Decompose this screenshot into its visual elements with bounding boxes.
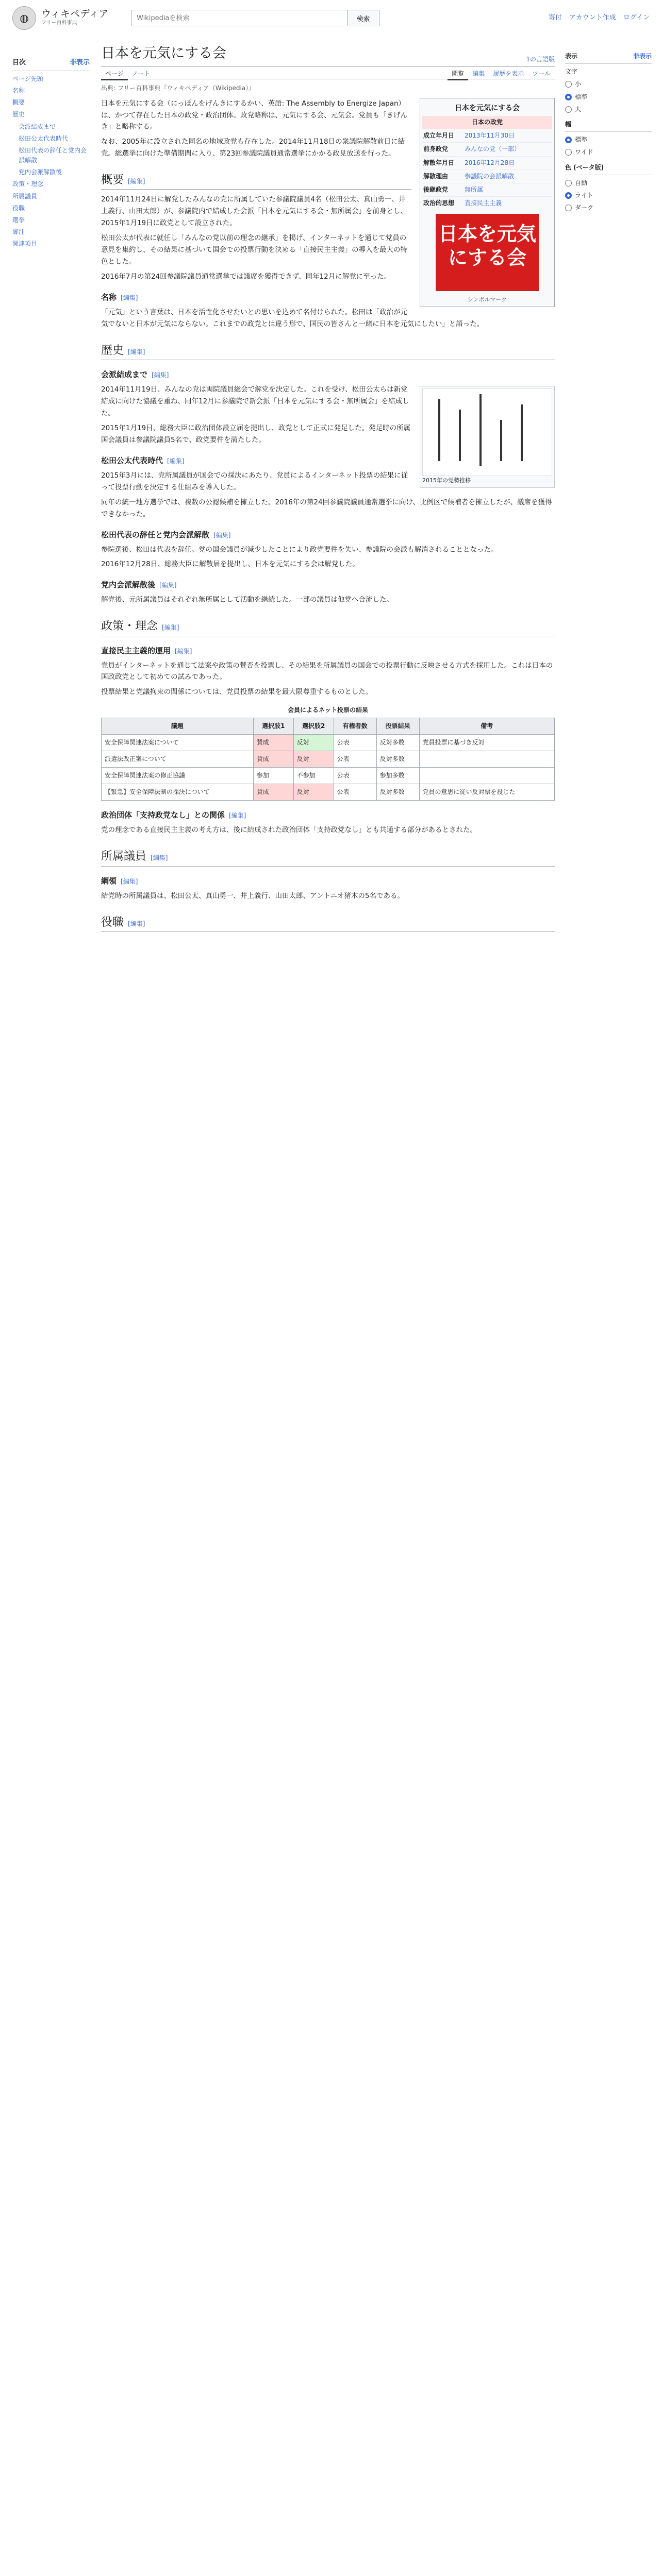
table-row bbox=[102, 784, 555, 801]
subsection-heading bbox=[101, 579, 555, 591]
toc-item[interactable]: 役職 bbox=[12, 204, 25, 212]
login-link[interactable]: ログイン bbox=[623, 13, 650, 22]
tab-page[interactable]: ページ bbox=[101, 68, 128, 80]
timeline-bar bbox=[438, 399, 440, 461]
header bbox=[0, 0, 662, 36]
text-size-option[interactable] bbox=[565, 92, 652, 102]
paragraph: 結党時の所属議員は、松田公太、真山勇一、井上義行、山田太郎、アントニオ猪木の5名である。 bbox=[101, 891, 405, 900]
column-header: 議題 bbox=[102, 718, 254, 734]
section-title: 政策・理念 bbox=[101, 620, 158, 633]
timeline-bar bbox=[479, 394, 482, 466]
appearance-panel bbox=[565, 46, 652, 215]
timeline-bar bbox=[500, 420, 502, 461]
infobox bbox=[420, 98, 555, 307]
table-cell: 党員投票に基づき反対 bbox=[419, 734, 554, 751]
infobox-row bbox=[422, 170, 552, 183]
section-heading bbox=[101, 913, 555, 932]
party-logo: 日本を元気にする会 bbox=[436, 214, 539, 291]
column-header: 備考 bbox=[419, 718, 554, 734]
option-label: 標準 bbox=[575, 136, 588, 144]
radio-icon bbox=[565, 205, 572, 211]
infobox-key: 前身政党 bbox=[423, 145, 449, 153]
section-heading bbox=[101, 617, 555, 636]
toc-item[interactable]: 党内会派解散後 bbox=[19, 168, 62, 176]
table-cell: 賛成 bbox=[253, 751, 293, 767]
toc-item[interactable]: 関連項目 bbox=[12, 240, 38, 248]
infobox-title: 日本を元気にする会 bbox=[455, 104, 520, 112]
table-cell: 公表 bbox=[334, 784, 376, 801]
color-option[interactable] bbox=[565, 203, 652, 213]
table-cell: 反対多数 bbox=[376, 734, 419, 751]
width-option[interactable] bbox=[565, 147, 652, 157]
tab-read[interactable]: 閲覧 bbox=[448, 68, 468, 80]
intro-paragraph: 日本を元気にする会（にっぽんをげんきにするかい、英語: The Assembly to Energize Japan）は、かつて存在した日本の政党・政治団体。政党略称は、元気にする会、元気会。党員も「きげんき」と略称する。 bbox=[101, 99, 407, 131]
search-box bbox=[131, 10, 379, 26]
infobox-key: 解散理由 bbox=[423, 172, 449, 180]
width-option[interactable] bbox=[565, 135, 652, 145]
panel-title-text: 表示 bbox=[565, 53, 578, 60]
option-label: 標準 bbox=[575, 93, 588, 100]
subsection-heading bbox=[101, 645, 555, 657]
column-header: 選択肢1 bbox=[253, 718, 293, 734]
toc-item[interactable]: 所属議員 bbox=[12, 192, 38, 200]
subsection-heading bbox=[101, 454, 411, 467]
paragraph: 2014年11月19日、みんなの党は両院議員総会で解党を決定した。これを受け、松田公太らは新党結成に向けた協議を重ね、同年12月に参議院で新会派「日本を元気にする会・無所属会」を結成した。 bbox=[101, 385, 409, 417]
edit-link[interactable]: [編集] bbox=[167, 457, 185, 465]
option-label: ダーク bbox=[575, 204, 594, 212]
color-option[interactable] bbox=[565, 178, 652, 188]
infobox-value[interactable]: 2016年12月28日 bbox=[465, 159, 515, 166]
color-label-text: 色 (ベータ版) bbox=[565, 163, 604, 171]
donate-link[interactable]: 寄付 bbox=[548, 13, 562, 22]
paragraph: 投票結果と党議拘束の関係については、党員投票の結果を最大限尊重するものとした。 bbox=[101, 688, 373, 697]
text-size-option[interactable] bbox=[565, 105, 652, 114]
table-cell: 参加 bbox=[253, 768, 293, 784]
page-title bbox=[101, 42, 555, 67]
table-cell: 公表 bbox=[334, 768, 376, 784]
radio-icon bbox=[565, 81, 572, 88]
table-row bbox=[102, 751, 555, 767]
table-row bbox=[102, 734, 555, 751]
table-cell: 反対 bbox=[293, 751, 334, 767]
tab-tools[interactable]: ツール bbox=[532, 70, 551, 78]
infobox-value[interactable]: 参議院の会派解散 bbox=[465, 172, 515, 180]
search-button[interactable]: 検索 bbox=[347, 10, 379, 26]
edit-link[interactable]: [編集] bbox=[151, 854, 168, 862]
site-logo[interactable] bbox=[12, 6, 126, 30]
toc-item[interactable]: 松田公太代表時代 bbox=[19, 134, 69, 142]
subsection-title: 名称 bbox=[101, 293, 117, 302]
section-title: 歴史 bbox=[101, 344, 124, 357]
text-size-option[interactable] bbox=[565, 79, 652, 89]
radio-selected-icon bbox=[565, 192, 572, 199]
color-option[interactable] bbox=[565, 191, 652, 200]
infobox-row bbox=[422, 196, 552, 210]
table-cell: 安全保障関連法案の修正協議 bbox=[102, 768, 254, 784]
subsection-heading bbox=[101, 291, 411, 303]
site-name: ウィキペディア bbox=[41, 8, 109, 20]
toc-sidebar bbox=[12, 49, 90, 251]
subsection-heading bbox=[101, 529, 555, 541]
subsection-title: 会派結成まで bbox=[101, 370, 148, 380]
toc-title-text: 目次 bbox=[12, 59, 26, 66]
width-label-text: 幅 bbox=[565, 120, 572, 128]
width-label bbox=[565, 120, 652, 132]
infobox-value[interactable]: 2013年11月30日 bbox=[465, 132, 515, 140]
infobox-row bbox=[422, 183, 552, 196]
panel-title bbox=[565, 52, 652, 64]
toc-item[interactable]: 政策・理念 bbox=[12, 180, 44, 188]
edit-link[interactable]: [編集] bbox=[128, 178, 145, 185]
table-cell: 反対多数 bbox=[376, 751, 419, 767]
subsection-title: 綱領 bbox=[101, 876, 117, 886]
globe-icon: ◍ bbox=[12, 6, 36, 30]
paragraph: 2015年3月には、党所属議員が国会での採決にあたり、党員によるインターネット投票の結果に従って投票行動を決定する仕組みを導入した。 bbox=[101, 471, 408, 492]
create-account-link[interactable]: アカウント作成 bbox=[569, 13, 616, 22]
column-header: 投票結果 bbox=[376, 718, 419, 734]
table-cell: 賛成 bbox=[253, 734, 293, 751]
source-note: 出典: フリー百科事典『ウィキペディア（Wikipedia）』 bbox=[101, 84, 255, 92]
table-cell: 党員の意思に従い反対票を投じた bbox=[419, 784, 554, 801]
subsection-heading bbox=[101, 809, 555, 821]
subsection-title: 松田公太代表時代 bbox=[101, 455, 163, 465]
tab-edit[interactable]: 編集 bbox=[472, 70, 485, 78]
subsection-heading bbox=[101, 875, 555, 887]
infobox-key: 政治的思想 bbox=[423, 199, 455, 207]
article-body bbox=[101, 42, 555, 2576]
toc-item[interactable]: 脚注 bbox=[12, 228, 25, 236]
logo-caption: シンボルマーク bbox=[467, 296, 507, 303]
edit-link[interactable]: [編集] bbox=[121, 294, 138, 301]
toc-item[interactable]: 概要 bbox=[12, 99, 25, 107]
table-cell: 安全保障関連法案について bbox=[102, 734, 254, 751]
language-button[interactable]: 1の言語版 bbox=[526, 56, 555, 63]
section-title: 概要 bbox=[101, 174, 124, 187]
option-label: ワイド bbox=[575, 148, 593, 156]
radio-icon bbox=[565, 180, 572, 187]
infobox-key: 成立年月日 bbox=[423, 132, 455, 140]
subsection-title: 松田代表の辞任と党内会派解散 bbox=[101, 530, 210, 539]
paragraph: 2016年12月28日、総務大臣に解散届を提出し、日本を元気にする会は解党した。 bbox=[101, 560, 359, 569]
paragraph: 党の理念である直接民主主義の考え方は、後に結成された政治団体「支持政党なし」とも共通する部分があるとされた。 bbox=[101, 826, 477, 835]
toc-item[interactable]: 名称 bbox=[12, 87, 25, 94]
table-cell: 参加多数 bbox=[376, 768, 419, 784]
search-input[interactable] bbox=[131, 10, 347, 26]
table-cell: 反対 bbox=[293, 784, 334, 801]
table-cell: 不参加 bbox=[293, 768, 334, 784]
option-label: 小 bbox=[575, 80, 582, 88]
subsection-heading bbox=[101, 368, 555, 381]
infobox-value[interactable]: 無所属 bbox=[465, 185, 484, 193]
edit-link[interactable]: [編集] bbox=[121, 877, 138, 885]
table-cell: 反対多数 bbox=[376, 784, 419, 801]
edit-link[interactable]: [編集] bbox=[162, 624, 179, 632]
paragraph: 党員がインターネットを通じて法案や政策の賛否を投票し、その結果を所属議員の国会での投票行動に反映させる方式を採用した。これは日本の国政政党として初めての試みであった。 bbox=[101, 661, 553, 682]
paragraph: 参院選後、松田は代表を辞任。党の国会議員が減少したことにより政党要件を失い、参議院の会派も解消されることとなった。 bbox=[101, 545, 498, 554]
section-heading bbox=[101, 171, 411, 190]
paragraph: 「元気」という言葉は、日本を活性化させたいとの思いを込めて名付けられた。松田は「政治が元気でないと日本が元気にならない。これまでの政党とは違う形で、国民の皆さんと一緒に日本を元気にしたい」と語った。 bbox=[101, 308, 484, 328]
text-size-label: 文字 bbox=[565, 68, 578, 76]
toc-item[interactable]: 歴史 bbox=[12, 111, 25, 118]
infobox-head: 日本の政党 bbox=[422, 116, 552, 129]
toc-hide-link[interactable]: 非表示 bbox=[69, 59, 90, 66]
edit-link[interactable]: [編集] bbox=[128, 920, 145, 927]
section-title: 役職 bbox=[101, 916, 124, 929]
paragraph: 2015年1月19日、総務大臣に政治団体設立届を提出し、政党として正式に発足した。発足時の所属国会議員は参議院議員5名で、政党要件を満たした。 bbox=[101, 423, 411, 444]
option-label: 自動 bbox=[575, 179, 588, 187]
page-title-text: 日本を元気にする会 bbox=[101, 45, 226, 61]
panel-hide-link[interactable]: 非表示 bbox=[633, 53, 652, 60]
edit-link[interactable]: [編集] bbox=[213, 531, 231, 539]
table-cell: 反対 bbox=[293, 734, 334, 751]
radio-icon bbox=[565, 149, 572, 156]
option-label: 大 bbox=[575, 105, 582, 113]
toc-title bbox=[12, 58, 90, 71]
color-label bbox=[565, 163, 652, 175]
table-cell bbox=[419, 768, 554, 784]
radio-icon bbox=[565, 106, 572, 113]
tab-history[interactable]: 履歴を表示 bbox=[493, 70, 524, 78]
paragraph: 2016年7月の第24回参議院議員通常選挙では議席を獲得できず、同年12月に解党に至った。 bbox=[101, 273, 391, 281]
thumbnail-figure bbox=[420, 386, 555, 488]
radio-selected-icon bbox=[565, 137, 572, 143]
tab-talk[interactable]: ノート bbox=[131, 70, 151, 78]
edit-link[interactable]: [編集] bbox=[229, 812, 246, 820]
infobox-row bbox=[422, 156, 552, 170]
column-header: 選択肢2 bbox=[293, 718, 334, 734]
radio-selected-icon bbox=[565, 94, 572, 100]
toc-item[interactable]: 選挙 bbox=[12, 216, 25, 224]
timeline-bar bbox=[459, 410, 461, 461]
infobox-key: 解散年月日 bbox=[423, 159, 455, 166]
table-cell bbox=[419, 751, 554, 767]
intro-paragraph: なお、2005年に設立された同名の地域政党も存在した。2014年11月18日の衆議院解散前日に結党。総選挙に向けた準備期間に入り、第23回参議院議員通常選挙にかかる政見放送を行った。 bbox=[101, 138, 405, 158]
edit-link[interactable]: [編集] bbox=[175, 647, 192, 655]
table-cell: 派遣法改正案について bbox=[102, 751, 254, 767]
infobox-row bbox=[422, 142, 552, 156]
section-heading bbox=[101, 848, 555, 866]
paragraph: 同年の統一地方選挙では、複数の公認候補を擁立した。2016年の第24回参議院議員通常選挙に向け、比例区で候補者を擁立したが、議席を獲得できなかった。 bbox=[101, 498, 552, 518]
paragraph: 松田公太が代表に就任し「みんなの党以前の理念の継承」を掲げ、インターネットを通じて党員の意見を集約し、その結果に基づいて国会での投票行動を決める「直接民主主義」の導入を最大の特色とした。 bbox=[101, 234, 407, 266]
table-cell: 賛成 bbox=[253, 784, 293, 801]
table-header-row bbox=[102, 718, 555, 734]
timeline-image bbox=[422, 388, 552, 476]
toc-item[interactable]: 会派結成まで bbox=[19, 123, 56, 130]
infobox-row bbox=[422, 129, 552, 142]
user-links bbox=[549, 13, 650, 24]
column-header: 有権者数 bbox=[334, 718, 376, 734]
edit-link[interactable]: [編集] bbox=[159, 582, 177, 589]
option-label: ライト bbox=[575, 191, 593, 199]
paragraph: 解党後、元所属議員はそれぞれ無所属として活動を継続した。一部の議員は他党へ合流した。 bbox=[101, 596, 393, 604]
toc-item[interactable]: ページ先頭 bbox=[12, 75, 43, 82]
section-heading bbox=[101, 342, 555, 360]
paragraph: 2014年11月24日に解党したみんなの党に所属していた参議院議員4名（松田公太、真山勇一、井上義行、山田太郎）が、参議院内で結成した会派「日本を元気にする会・無所属会」を前身とし、2015年1月19日に政党として設立された。 bbox=[101, 195, 407, 228]
section-title: 所属議員 bbox=[101, 850, 147, 863]
vote-results-table bbox=[101, 703, 555, 801]
timeline-bar bbox=[521, 404, 523, 461]
toc-item[interactable]: 松田代表の辞任と党内会派解散 bbox=[19, 146, 87, 164]
table-cell: 公表 bbox=[334, 751, 376, 767]
thumb-caption: 2015年の党勢推移 bbox=[422, 477, 471, 484]
edit-link[interactable]: [編集] bbox=[128, 348, 145, 355]
infobox-value[interactable]: みんなの党（一部） bbox=[465, 145, 521, 153]
site-tagline: フリー百科事典 bbox=[41, 20, 77, 26]
table-cell: 公表 bbox=[334, 734, 376, 751]
edit-link[interactable]: [編集] bbox=[152, 371, 169, 379]
table-cell: 【緊急】安全保障法制の採決について bbox=[102, 784, 254, 801]
page-tabs bbox=[101, 69, 555, 79]
subsection-title: 直接民主主義的運用 bbox=[101, 646, 171, 655]
infobox-value[interactable]: 直接民主主義 bbox=[465, 199, 502, 207]
table-caption: 会員によるネット投票の結果 bbox=[287, 706, 368, 714]
subsection-title: 党内会派解散後 bbox=[101, 580, 156, 590]
table-row bbox=[102, 768, 555, 784]
subsection-title: 政治団体「支持政党なし」との関係 bbox=[101, 810, 225, 820]
infobox-key: 後継政党 bbox=[423, 185, 449, 193]
